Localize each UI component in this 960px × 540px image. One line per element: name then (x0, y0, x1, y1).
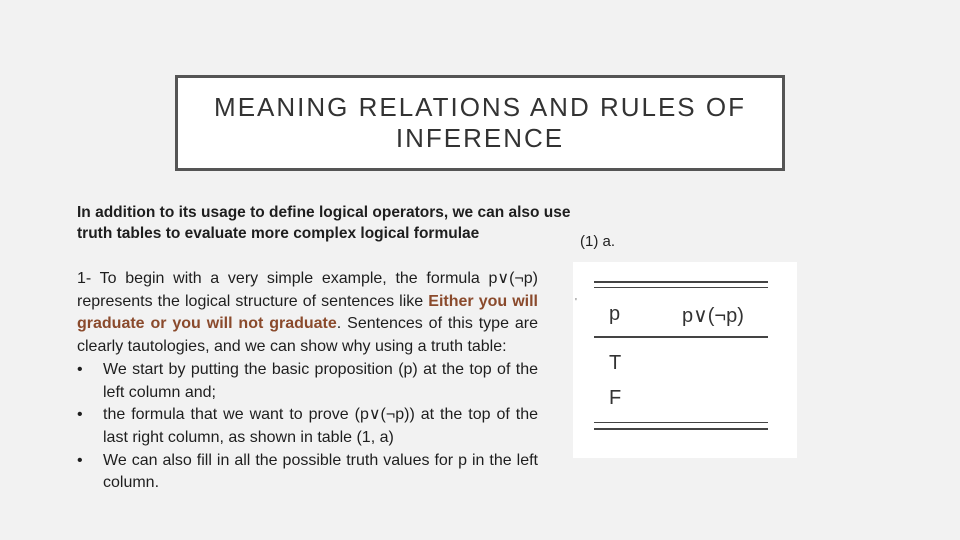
bullet-text: the formula that we want to prove (p∨(¬p)) at the top of the last right column, as shown in table (1, a) (103, 406, 538, 446)
table-bottom-rule (594, 422, 768, 423)
list-item (77, 450, 538, 495)
slide-title: MEANING RELATIONS AND RULES OF INFERENCE (214, 92, 746, 153)
list-item (77, 404, 538, 449)
table-top-rule (594, 287, 768, 288)
cell-row1-p: T (609, 352, 622, 374)
cell-row2-p: F (609, 387, 622, 409)
table-caption: (1) a. (580, 233, 616, 250)
body-text (77, 268, 538, 495)
header-p: p (609, 303, 621, 325)
paragraph-part-2: . Sentences of this type are clearly tautologies, and we can show why using a truth table: (77, 315, 539, 356)
title-box (175, 75, 785, 171)
intro-line-2: truth tables to evaluate more complex logical formulae (77, 225, 480, 242)
header-formula: p∨(¬p) (682, 305, 744, 327)
list-item (77, 359, 538, 404)
intro-paragraph (77, 268, 538, 359)
table-top-rule (594, 281, 768, 283)
bullet-text: We can also fill in all the possible truth values for p in the left column. (103, 451, 538, 492)
bullet-icon: • (77, 406, 83, 424)
paragraph-part-1: 1- To begin with a very simple example, the formula p∨(¬p) represents the logical structure of sentences like (77, 270, 538, 310)
header-rule (594, 336, 768, 338)
tick-mark-icon: ' (575, 297, 577, 308)
bullet-icon: • (77, 360, 83, 378)
bullet-icon: • (77, 451, 83, 469)
bullet-text: We start by putting the basic proposition (p) at the top of the left column and; (103, 360, 538, 401)
intro-line-1: In addition to its usage to define logical operators, we can also use (77, 204, 571, 221)
table-bottom-rule (594, 428, 768, 430)
step-list (77, 359, 538, 495)
example-sentence: Either you will graduate or you will not graduate (77, 292, 539, 333)
truth-table (573, 262, 797, 458)
